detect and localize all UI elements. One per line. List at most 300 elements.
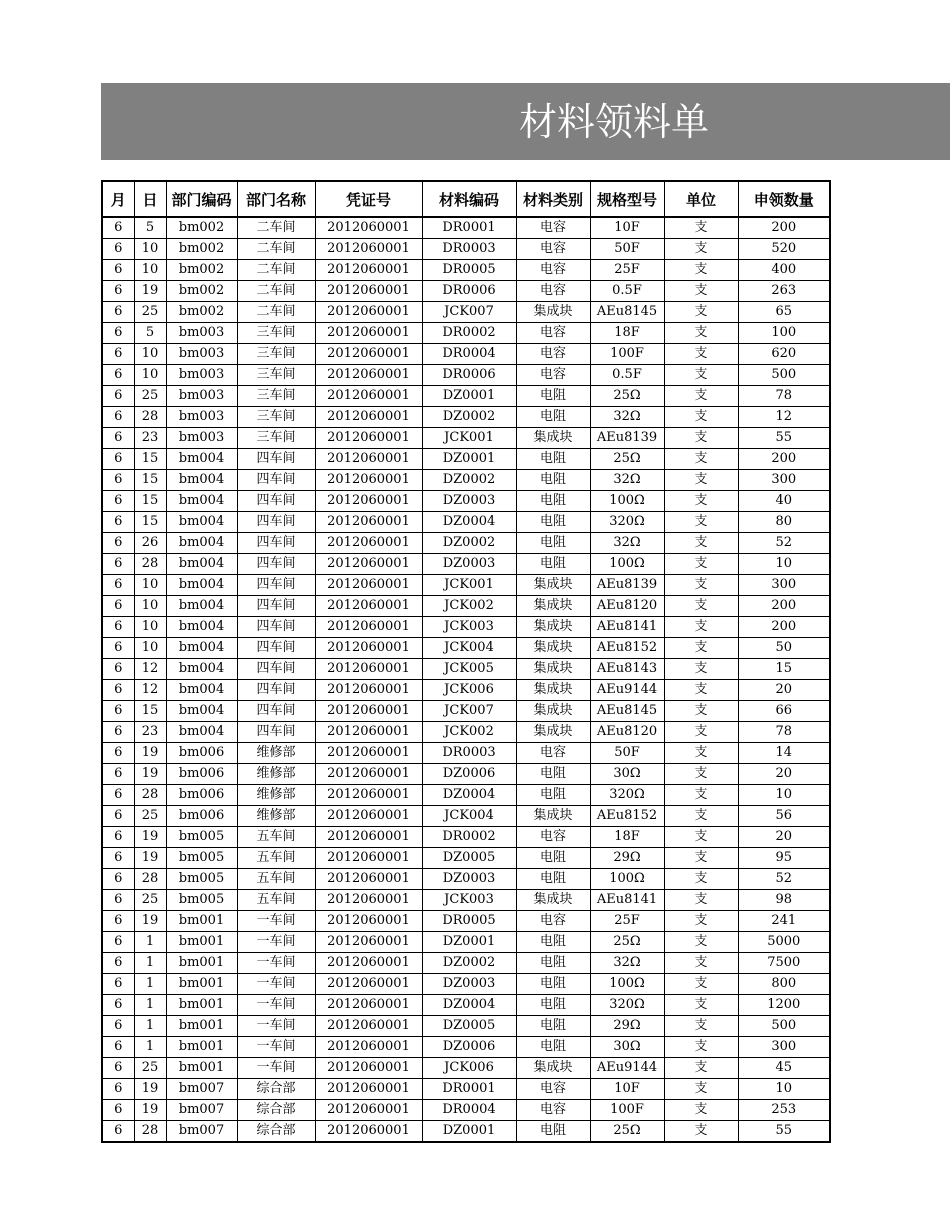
quantity-cell[interactable]: 40 bbox=[738, 491, 830, 512]
dept-code-cell[interactable]: bm003 bbox=[166, 344, 237, 365]
day-cell[interactable]: 19 bbox=[134, 911, 166, 932]
unit-cell[interactable]: 支 bbox=[664, 323, 738, 344]
dept-name-cell[interactable]: 二车间 bbox=[237, 281, 315, 302]
voucher-cell[interactable]: 2012060001 bbox=[315, 869, 422, 890]
material-type-cell[interactable]: 电阻 bbox=[516, 1016, 590, 1037]
quantity-cell[interactable]: 400 bbox=[738, 260, 830, 281]
material-code-cell[interactable]: JCK005 bbox=[422, 659, 516, 680]
unit-cell[interactable]: 支 bbox=[664, 974, 738, 995]
dept-code-cell[interactable]: bm005 bbox=[166, 848, 237, 869]
unit-cell[interactable]: 支 bbox=[664, 575, 738, 596]
material-type-cell[interactable]: 集成块 bbox=[516, 806, 590, 827]
unit-cell[interactable]: 支 bbox=[664, 428, 738, 449]
voucher-cell[interactable]: 2012060001 bbox=[315, 491, 422, 512]
quantity-cell[interactable]: 56 bbox=[738, 806, 830, 827]
dept-name-cell[interactable]: 综合部 bbox=[237, 1100, 315, 1121]
unit-cell[interactable]: 支 bbox=[664, 554, 738, 575]
voucher-cell[interactable]: 2012060001 bbox=[315, 638, 422, 659]
voucher-cell[interactable]: 2012060001 bbox=[315, 701, 422, 722]
material-code-cell[interactable]: DR0004 bbox=[422, 1100, 516, 1121]
unit-cell[interactable]: 支 bbox=[664, 1079, 738, 1100]
material-type-cell[interactable]: 电阻 bbox=[516, 386, 590, 407]
spec-cell[interactable]: 320Ω bbox=[590, 512, 664, 533]
spec-cell[interactable]: AEu8139 bbox=[590, 428, 664, 449]
month-cell[interactable]: 6 bbox=[102, 512, 134, 533]
material-code-cell[interactable]: JCK003 bbox=[422, 890, 516, 911]
month-cell[interactable]: 6 bbox=[102, 344, 134, 365]
month-cell[interactable]: 6 bbox=[102, 302, 134, 323]
dept-code-cell[interactable]: bm004 bbox=[166, 680, 237, 701]
day-cell[interactable]: 25 bbox=[134, 302, 166, 323]
unit-cell[interactable]: 支 bbox=[664, 890, 738, 911]
spec-cell[interactable]: AEu8152 bbox=[590, 638, 664, 659]
col-header-dept-code[interactable]: 部门编码 bbox=[166, 181, 237, 217]
material-code-cell[interactable]: JCK007 bbox=[422, 701, 516, 722]
material-type-cell[interactable]: 电容 bbox=[516, 365, 590, 386]
dept-code-cell[interactable]: bm002 bbox=[166, 260, 237, 281]
month-cell[interactable]: 6 bbox=[102, 995, 134, 1016]
day-cell[interactable]: 26 bbox=[134, 533, 166, 554]
voucher-cell[interactable]: 2012060001 bbox=[315, 217, 422, 239]
dept-name-cell[interactable]: 四车间 bbox=[237, 596, 315, 617]
spec-cell[interactable]: 18F bbox=[590, 323, 664, 344]
material-code-cell[interactable]: DZ0005 bbox=[422, 848, 516, 869]
material-code-cell[interactable]: DZ0002 bbox=[422, 953, 516, 974]
voucher-cell[interactable]: 2012060001 bbox=[315, 407, 422, 428]
spec-cell[interactable]: AEu8143 bbox=[590, 659, 664, 680]
material-type-cell[interactable]: 电阻 bbox=[516, 407, 590, 428]
voucher-cell[interactable]: 2012060001 bbox=[315, 470, 422, 491]
unit-cell[interactable]: 支 bbox=[664, 764, 738, 785]
spec-cell[interactable]: 100F bbox=[590, 344, 664, 365]
quantity-cell[interactable]: 78 bbox=[738, 386, 830, 407]
month-cell[interactable]: 6 bbox=[102, 491, 134, 512]
material-code-cell[interactable]: DR0005 bbox=[422, 911, 516, 932]
material-type-cell[interactable]: 电容 bbox=[516, 239, 590, 260]
dept-code-cell[interactable]: bm007 bbox=[166, 1079, 237, 1100]
voucher-cell[interactable]: 2012060001 bbox=[315, 911, 422, 932]
month-cell[interactable]: 6 bbox=[102, 764, 134, 785]
month-cell[interactable]: 6 bbox=[102, 848, 134, 869]
material-code-cell[interactable]: JCK004 bbox=[422, 806, 516, 827]
material-code-cell[interactable]: JCK001 bbox=[422, 575, 516, 596]
spec-cell[interactable]: AEu9144 bbox=[590, 1058, 664, 1079]
material-code-cell[interactable]: DZ0002 bbox=[422, 407, 516, 428]
material-code-cell[interactable]: DR0003 bbox=[422, 743, 516, 764]
material-code-cell[interactable]: DZ0003 bbox=[422, 491, 516, 512]
spec-cell[interactable]: AEu9144 bbox=[590, 680, 664, 701]
unit-cell[interactable]: 支 bbox=[664, 743, 738, 764]
month-cell[interactable]: 6 bbox=[102, 722, 134, 743]
dept-name-cell[interactable]: 综合部 bbox=[237, 1079, 315, 1100]
dept-name-cell[interactable]: 四车间 bbox=[237, 659, 315, 680]
material-type-cell[interactable]: 集成块 bbox=[516, 596, 590, 617]
dept-name-cell[interactable]: 综合部 bbox=[237, 1121, 315, 1143]
month-cell[interactable]: 6 bbox=[102, 785, 134, 806]
day-cell[interactable]: 15 bbox=[134, 512, 166, 533]
voucher-cell[interactable]: 2012060001 bbox=[315, 554, 422, 575]
day-cell[interactable]: 1 bbox=[134, 1037, 166, 1058]
dept-name-cell[interactable]: 二车间 bbox=[237, 217, 315, 239]
col-header-dept-name[interactable]: 部门名称 bbox=[237, 181, 315, 217]
unit-cell[interactable]: 支 bbox=[664, 659, 738, 680]
material-code-cell[interactable]: DZ0001 bbox=[422, 386, 516, 407]
dept-name-cell[interactable]: 维修部 bbox=[237, 764, 315, 785]
col-header-voucher[interactable]: 凭证号 bbox=[315, 181, 422, 217]
dept-code-cell[interactable]: bm004 bbox=[166, 722, 237, 743]
spec-cell[interactable]: AEu8152 bbox=[590, 806, 664, 827]
material-type-cell[interactable]: 电阻 bbox=[516, 869, 590, 890]
day-cell[interactable]: 23 bbox=[134, 722, 166, 743]
month-cell[interactable]: 6 bbox=[102, 533, 134, 554]
unit-cell[interactable]: 支 bbox=[664, 217, 738, 239]
material-type-cell[interactable]: 电阻 bbox=[516, 470, 590, 491]
unit-cell[interactable]: 支 bbox=[664, 848, 738, 869]
spec-cell[interactable]: 25F bbox=[590, 911, 664, 932]
spec-cell[interactable]: AEu8120 bbox=[590, 722, 664, 743]
material-code-cell[interactable]: DR0002 bbox=[422, 323, 516, 344]
month-cell[interactable]: 6 bbox=[102, 1016, 134, 1037]
voucher-cell[interactable]: 2012060001 bbox=[315, 764, 422, 785]
dept-name-cell[interactable]: 四车间 bbox=[237, 491, 315, 512]
month-cell[interactable]: 6 bbox=[102, 617, 134, 638]
day-cell[interactable]: 25 bbox=[134, 386, 166, 407]
dept-code-cell[interactable]: bm005 bbox=[166, 890, 237, 911]
day-cell[interactable]: 25 bbox=[134, 1058, 166, 1079]
unit-cell[interactable]: 支 bbox=[664, 680, 738, 701]
dept-code-cell[interactable]: bm004 bbox=[166, 575, 237, 596]
month-cell[interactable]: 6 bbox=[102, 953, 134, 974]
col-header-quantity[interactable]: 申领数量 bbox=[738, 181, 830, 217]
material-type-cell[interactable]: 集成块 bbox=[516, 617, 590, 638]
dept-name-cell[interactable]: 一车间 bbox=[237, 1037, 315, 1058]
spec-cell[interactable]: 32Ω bbox=[590, 533, 664, 554]
dept-name-cell[interactable]: 一车间 bbox=[237, 1016, 315, 1037]
material-code-cell[interactable]: JCK001 bbox=[422, 428, 516, 449]
material-code-cell[interactable]: DZ0003 bbox=[422, 869, 516, 890]
material-code-cell[interactable]: DR0006 bbox=[422, 281, 516, 302]
quantity-cell[interactable]: 5000 bbox=[738, 932, 830, 953]
day-cell[interactable]: 5 bbox=[134, 217, 166, 239]
quantity-cell[interactable]: 78 bbox=[738, 722, 830, 743]
material-code-cell[interactable]: DZ0001 bbox=[422, 1121, 516, 1143]
dept-name-cell[interactable]: 三车间 bbox=[237, 407, 315, 428]
dept-name-cell[interactable]: 一车间 bbox=[237, 995, 315, 1016]
voucher-cell[interactable]: 2012060001 bbox=[315, 281, 422, 302]
dept-code-cell[interactable]: bm001 bbox=[166, 1058, 237, 1079]
quantity-cell[interactable]: 520 bbox=[738, 239, 830, 260]
month-cell[interactable]: 6 bbox=[102, 365, 134, 386]
spec-cell[interactable]: 0.5F bbox=[590, 365, 664, 386]
material-type-cell[interactable]: 电容 bbox=[516, 281, 590, 302]
material-type-cell[interactable]: 电阻 bbox=[516, 491, 590, 512]
quantity-cell[interactable]: 10 bbox=[738, 554, 830, 575]
day-cell[interactable]: 10 bbox=[134, 596, 166, 617]
dept-name-cell[interactable]: 四车间 bbox=[237, 722, 315, 743]
spec-cell[interactable]: 25Ω bbox=[590, 1121, 664, 1143]
material-type-cell[interactable]: 电容 bbox=[516, 260, 590, 281]
spec-cell[interactable]: 18F bbox=[590, 827, 664, 848]
material-type-cell[interactable]: 电容 bbox=[516, 827, 590, 848]
material-type-cell[interactable]: 电阻 bbox=[516, 1121, 590, 1143]
material-code-cell[interactable]: DZ0002 bbox=[422, 470, 516, 491]
quantity-cell[interactable]: 20 bbox=[738, 764, 830, 785]
voucher-cell[interactable]: 2012060001 bbox=[315, 722, 422, 743]
spec-cell[interactable]: 32Ω bbox=[590, 953, 664, 974]
quantity-cell[interactable]: 253 bbox=[738, 1100, 830, 1121]
month-cell[interactable]: 6 bbox=[102, 281, 134, 302]
dept-name-cell[interactable]: 四车间 bbox=[237, 533, 315, 554]
material-code-cell[interactable]: JCK002 bbox=[422, 722, 516, 743]
quantity-cell[interactable]: 200 bbox=[738, 217, 830, 239]
spec-cell[interactable]: 25F bbox=[590, 260, 664, 281]
voucher-cell[interactable]: 2012060001 bbox=[315, 953, 422, 974]
day-cell[interactable]: 28 bbox=[134, 785, 166, 806]
material-type-cell[interactable]: 集成块 bbox=[516, 722, 590, 743]
spec-cell[interactable]: 29Ω bbox=[590, 1016, 664, 1037]
spec-cell[interactable]: 30Ω bbox=[590, 764, 664, 785]
unit-cell[interactable]: 支 bbox=[664, 596, 738, 617]
unit-cell[interactable]: 支 bbox=[664, 785, 738, 806]
month-cell[interactable]: 6 bbox=[102, 1037, 134, 1058]
quantity-cell[interactable]: 80 bbox=[738, 512, 830, 533]
day-cell[interactable]: 19 bbox=[134, 764, 166, 785]
spec-cell[interactable]: AEu8120 bbox=[590, 596, 664, 617]
dept-name-cell[interactable]: 五车间 bbox=[237, 827, 315, 848]
voucher-cell[interactable]: 2012060001 bbox=[315, 743, 422, 764]
voucher-cell[interactable]: 2012060001 bbox=[315, 596, 422, 617]
spec-cell[interactable]: AEu8145 bbox=[590, 701, 664, 722]
unit-cell[interactable]: 支 bbox=[664, 365, 738, 386]
month-cell[interactable]: 6 bbox=[102, 827, 134, 848]
dept-code-cell[interactable]: bm004 bbox=[166, 596, 237, 617]
dept-name-cell[interactable]: 四车间 bbox=[237, 449, 315, 470]
dept-code-cell[interactable]: bm006 bbox=[166, 743, 237, 764]
material-code-cell[interactable]: DZ0001 bbox=[422, 932, 516, 953]
day-cell[interactable]: 23 bbox=[134, 428, 166, 449]
spec-cell[interactable]: 100Ω bbox=[590, 554, 664, 575]
spec-cell[interactable]: AEu8145 bbox=[590, 302, 664, 323]
dept-code-cell[interactable]: bm002 bbox=[166, 217, 237, 239]
dept-code-cell[interactable]: bm001 bbox=[166, 932, 237, 953]
dept-code-cell[interactable]: bm004 bbox=[166, 533, 237, 554]
month-cell[interactable]: 6 bbox=[102, 428, 134, 449]
material-type-cell[interactable]: 集成块 bbox=[516, 1058, 590, 1079]
spec-cell[interactable]: 100F bbox=[590, 1100, 664, 1121]
dept-code-cell[interactable]: bm006 bbox=[166, 806, 237, 827]
voucher-cell[interactable]: 2012060001 bbox=[315, 512, 422, 533]
dept-name-cell[interactable]: 一车间 bbox=[237, 911, 315, 932]
material-code-cell[interactable]: JCK004 bbox=[422, 638, 516, 659]
day-cell[interactable]: 19 bbox=[134, 1079, 166, 1100]
material-type-cell[interactable]: 电阻 bbox=[516, 554, 590, 575]
material-type-cell[interactable]: 集成块 bbox=[516, 638, 590, 659]
dept-code-cell[interactable]: bm004 bbox=[166, 449, 237, 470]
voucher-cell[interactable]: 2012060001 bbox=[315, 302, 422, 323]
dept-code-cell[interactable]: bm004 bbox=[166, 554, 237, 575]
col-header-spec[interactable]: 规格型号 bbox=[590, 181, 664, 217]
spec-cell[interactable]: 29Ω bbox=[590, 848, 664, 869]
unit-cell[interactable]: 支 bbox=[664, 1100, 738, 1121]
quantity-cell[interactable]: 95 bbox=[738, 848, 830, 869]
dept-code-cell[interactable]: bm003 bbox=[166, 323, 237, 344]
spec-cell[interactable]: AEu8141 bbox=[590, 890, 664, 911]
voucher-cell[interactable]: 2012060001 bbox=[315, 806, 422, 827]
month-cell[interactable]: 6 bbox=[102, 638, 134, 659]
voucher-cell[interactable]: 2012060001 bbox=[315, 1100, 422, 1121]
dept-name-cell[interactable]: 四车间 bbox=[237, 512, 315, 533]
unit-cell[interactable]: 支 bbox=[664, 911, 738, 932]
month-cell[interactable]: 6 bbox=[102, 323, 134, 344]
dept-name-cell[interactable]: 四车间 bbox=[237, 470, 315, 491]
day-cell[interactable]: 15 bbox=[134, 701, 166, 722]
material-type-cell[interactable]: 电阻 bbox=[516, 1037, 590, 1058]
material-type-cell[interactable]: 电容 bbox=[516, 1100, 590, 1121]
material-type-cell[interactable]: 集成块 bbox=[516, 701, 590, 722]
month-cell[interactable]: 6 bbox=[102, 217, 134, 239]
dept-code-cell[interactable]: bm007 bbox=[166, 1121, 237, 1143]
material-type-cell[interactable]: 电阻 bbox=[516, 848, 590, 869]
month-cell[interactable]: 6 bbox=[102, 932, 134, 953]
voucher-cell[interactable]: 2012060001 bbox=[315, 239, 422, 260]
material-code-cell[interactable]: JCK006 bbox=[422, 1058, 516, 1079]
quantity-cell[interactable]: 10 bbox=[738, 785, 830, 806]
voucher-cell[interactable]: 2012060001 bbox=[315, 890, 422, 911]
month-cell[interactable]: 6 bbox=[102, 806, 134, 827]
voucher-cell[interactable]: 2012060001 bbox=[315, 575, 422, 596]
month-cell[interactable]: 6 bbox=[102, 239, 134, 260]
dept-name-cell[interactable]: 三车间 bbox=[237, 344, 315, 365]
day-cell[interactable]: 19 bbox=[134, 1100, 166, 1121]
voucher-cell[interactable]: 2012060001 bbox=[315, 1016, 422, 1037]
material-code-cell[interactable]: DR0005 bbox=[422, 260, 516, 281]
day-cell[interactable]: 12 bbox=[134, 659, 166, 680]
day-cell[interactable]: 15 bbox=[134, 491, 166, 512]
month-cell[interactable]: 6 bbox=[102, 449, 134, 470]
voucher-cell[interactable]: 2012060001 bbox=[315, 533, 422, 554]
spec-cell[interactable]: 320Ω bbox=[590, 785, 664, 806]
day-cell[interactable]: 15 bbox=[134, 470, 166, 491]
material-code-cell[interactable]: DZ0003 bbox=[422, 974, 516, 995]
dept-name-cell[interactable]: 一车间 bbox=[237, 974, 315, 995]
dept-code-cell[interactable]: bm001 bbox=[166, 995, 237, 1016]
quantity-cell[interactable]: 52 bbox=[738, 533, 830, 554]
material-type-cell[interactable]: 电阻 bbox=[516, 449, 590, 470]
month-cell[interactable]: 6 bbox=[102, 596, 134, 617]
quantity-cell[interactable]: 200 bbox=[738, 617, 830, 638]
voucher-cell[interactable]: 2012060001 bbox=[315, 1037, 422, 1058]
material-type-cell[interactable]: 电容 bbox=[516, 344, 590, 365]
spec-cell[interactable]: 320Ω bbox=[590, 995, 664, 1016]
unit-cell[interactable]: 支 bbox=[664, 533, 738, 554]
quantity-cell[interactable]: 55 bbox=[738, 1121, 830, 1143]
material-type-cell[interactable]: 集成块 bbox=[516, 659, 590, 680]
dept-code-cell[interactable]: bm003 bbox=[166, 428, 237, 449]
material-type-cell[interactable]: 电阻 bbox=[516, 953, 590, 974]
day-cell[interactable]: 1 bbox=[134, 953, 166, 974]
quantity-cell[interactable]: 65 bbox=[738, 302, 830, 323]
month-cell[interactable]: 6 bbox=[102, 701, 134, 722]
material-type-cell[interactable]: 电容 bbox=[516, 911, 590, 932]
voucher-cell[interactable]: 2012060001 bbox=[315, 323, 422, 344]
day-cell[interactable]: 5 bbox=[134, 323, 166, 344]
quantity-cell[interactable]: 12 bbox=[738, 407, 830, 428]
day-cell[interactable]: 10 bbox=[134, 617, 166, 638]
dept-code-cell[interactable]: bm001 bbox=[166, 911, 237, 932]
voucher-cell[interactable]: 2012060001 bbox=[315, 449, 422, 470]
dept-name-cell[interactable]: 四车间 bbox=[237, 575, 315, 596]
material-type-cell[interactable]: 电阻 bbox=[516, 533, 590, 554]
spec-cell[interactable]: 100Ω bbox=[590, 869, 664, 890]
day-cell[interactable]: 10 bbox=[134, 344, 166, 365]
dept-name-cell[interactable]: 二车间 bbox=[237, 260, 315, 281]
unit-cell[interactable]: 支 bbox=[664, 386, 738, 407]
dept-name-cell[interactable]: 四车间 bbox=[237, 701, 315, 722]
material-code-cell[interactable]: DZ0002 bbox=[422, 533, 516, 554]
spec-cell[interactable]: 0.5F bbox=[590, 281, 664, 302]
dept-name-cell[interactable]: 维修部 bbox=[237, 743, 315, 764]
material-code-cell[interactable]: DR0006 bbox=[422, 365, 516, 386]
month-cell[interactable]: 6 bbox=[102, 1100, 134, 1121]
dept-name-cell[interactable]: 维修部 bbox=[237, 806, 315, 827]
day-cell[interactable]: 28 bbox=[134, 869, 166, 890]
material-code-cell[interactable]: JCK003 bbox=[422, 617, 516, 638]
spec-cell[interactable]: AEu8139 bbox=[590, 575, 664, 596]
material-code-cell[interactable]: DZ0004 bbox=[422, 512, 516, 533]
col-header-material-code[interactable]: 材料编码 bbox=[422, 181, 516, 217]
month-cell[interactable]: 6 bbox=[102, 890, 134, 911]
material-type-cell[interactable]: 电阻 bbox=[516, 764, 590, 785]
material-type-cell[interactable]: 集成块 bbox=[516, 680, 590, 701]
unit-cell[interactable]: 支 bbox=[664, 260, 738, 281]
material-type-cell[interactable]: 电阻 bbox=[516, 995, 590, 1016]
material-code-cell[interactable]: DZ0003 bbox=[422, 554, 516, 575]
col-header-day[interactable]: 日 bbox=[134, 181, 166, 217]
dept-name-cell[interactable]: 维修部 bbox=[237, 785, 315, 806]
unit-cell[interactable]: 支 bbox=[664, 1037, 738, 1058]
unit-cell[interactable]: 支 bbox=[664, 827, 738, 848]
quantity-cell[interactable]: 300 bbox=[738, 575, 830, 596]
material-code-cell[interactable]: JCK006 bbox=[422, 680, 516, 701]
unit-cell[interactable]: 支 bbox=[664, 953, 738, 974]
material-type-cell[interactable]: 电容 bbox=[516, 743, 590, 764]
voucher-cell[interactable]: 2012060001 bbox=[315, 365, 422, 386]
material-code-cell[interactable]: DZ0001 bbox=[422, 449, 516, 470]
quantity-cell[interactable]: 200 bbox=[738, 449, 830, 470]
spec-cell[interactable]: AEu8141 bbox=[590, 617, 664, 638]
dept-name-cell[interactable]: 一车间 bbox=[237, 932, 315, 953]
material-type-cell[interactable]: 电容 bbox=[516, 1079, 590, 1100]
material-code-cell[interactable]: DZ0005 bbox=[422, 1016, 516, 1037]
dept-name-cell[interactable]: 五车间 bbox=[237, 848, 315, 869]
voucher-cell[interactable]: 2012060001 bbox=[315, 785, 422, 806]
material-type-cell[interactable]: 电容 bbox=[516, 323, 590, 344]
day-cell[interactable]: 19 bbox=[134, 743, 166, 764]
quantity-cell[interactable]: 200 bbox=[738, 596, 830, 617]
unit-cell[interactable]: 支 bbox=[664, 722, 738, 743]
month-cell[interactable]: 6 bbox=[102, 974, 134, 995]
dept-name-cell[interactable]: 五车间 bbox=[237, 890, 315, 911]
spec-cell[interactable]: 25Ω bbox=[590, 449, 664, 470]
dept-code-cell[interactable]: bm004 bbox=[166, 512, 237, 533]
spec-cell[interactable]: 25Ω bbox=[590, 386, 664, 407]
dept-code-cell[interactable]: bm001 bbox=[166, 1037, 237, 1058]
quantity-cell[interactable]: 620 bbox=[738, 344, 830, 365]
material-type-cell[interactable]: 电阻 bbox=[516, 932, 590, 953]
col-header-unit[interactable]: 单位 bbox=[664, 181, 738, 217]
material-code-cell[interactable]: DZ0006 bbox=[422, 1037, 516, 1058]
quantity-cell[interactable]: 55 bbox=[738, 428, 830, 449]
